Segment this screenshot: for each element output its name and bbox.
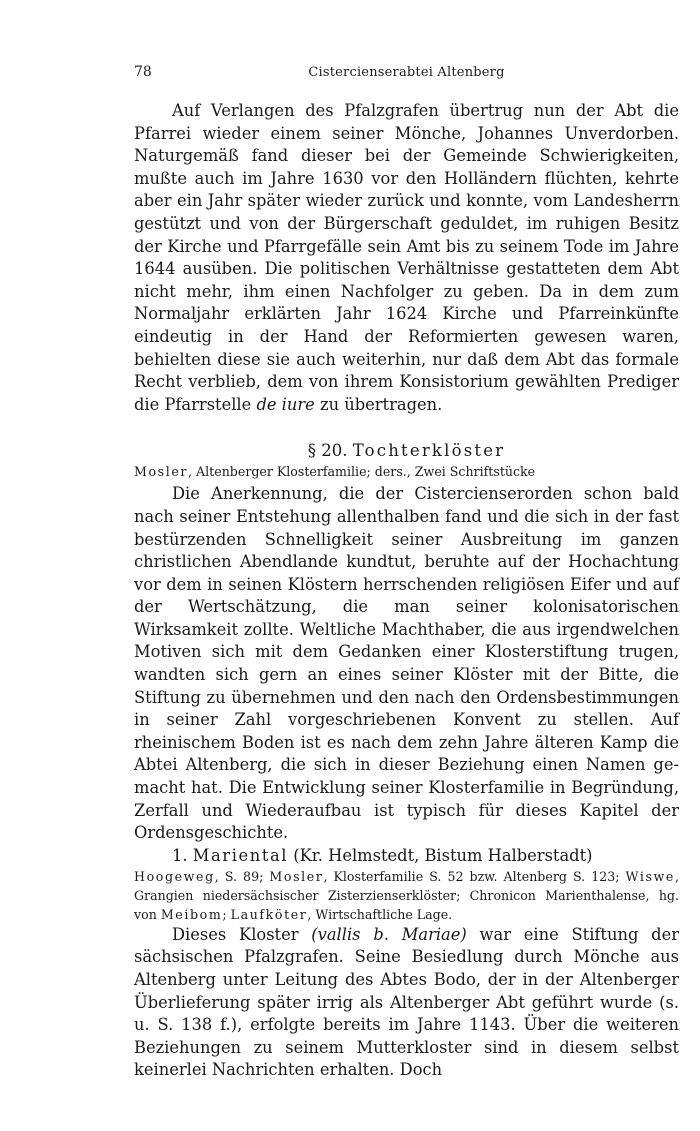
subsection-number: 1.: [172, 845, 188, 865]
page-number: 78: [134, 64, 152, 80]
paragraph-pfarrei: [134, 100, 679, 416]
paragraph-text: war eine Stiftung der sächsischen Pfalzgrafen. Seine Besiedlung durch Mönche aus Altenberg unter Leitung des Abtes Bodo, der in der Altenberger Überlieferung später irrig als Altenberger Abt geführt wurde (s. u. S. 138 f.), erfolgte bereits im Jahre 1143. Über die weiteren Beziehungen zu seinem Mutterkloster sind in diesem selbst keinerlei Nachrichten erhalten. Doch: [134, 924, 679, 1080]
literature-text: , Altenberger Klosterfamilie; ders., Zwei Schriftstücke: [188, 464, 536, 480]
subsection-heading: [134, 845, 679, 867]
paragraph-mariental: [134, 924, 679, 1082]
section-literature: [134, 462, 679, 481]
page-header: [134, 64, 679, 86]
paragraph-anerkennung: Die Anerkennung, die der Cistercienserorden schon bald nach seiner Entstehung allenthalben fand und die sich in der fast bestürzenden Schnelligkeit seiner Ausbreitung im ganzen christlichen Abendlande kundtut, beruhte auf der Hochachtung vor dem in seinen Klöstern herrschenden religiösen Eifer und auf der Wertschätzung, die man seiner kolonisatorischen Wirksamkeit zollte. Weltliche Machthaber, die aus irgendwelchen Motiven sich mit dem Gedanken einer Klosterstiftung trugen, wandten sich gern an eines seiner Klöster mit der Bitte, die Stiftung zu übernehmen und den nach den Ordensbestimmungen in seiner Zahl vorgeschriebenen Konvent zu stellen. Auf rheinischem Boden ist es nach dem zehn Jahre älteren Kamp die Abtei Altenberg, die sich in dieser Beziehung einen Namen gemacht hat. Die Entwicklung seiner Klosterfamilie in Begründung, Zerfall und Wiederaufbau ist typisch für dieses Kapitel der Ordensgeschichte.: [134, 484, 679, 843]
page-body: [134, 100, 679, 1082]
author-name: Wiswe: [625, 868, 675, 884]
running-title: Cistercienserabtei Altenberg: [308, 65, 505, 80]
italic-term: (vallis b. Mariae): [311, 924, 467, 944]
paragraph-text: Auf Verlangen des Pfalzgrafen übertrug nun der Abt die Pfarrei wieder einem seiner Mönche, Johannes Unverdorben. Naturgemäß fand dieser bei der Gemeinde Schwierigkeiten, mußte auch im Jahre 1630 vor den Holländern flüchten, kehrte aber ein Jahr später wieder zurück und konnte, vom Landesherrn gestützt und von der Bürgerschaft geduldet, im ruhigen Besitz der Kirche und Pfarrgefälle sein Amt bis zu seinem Tode im Jahre 1644 ausüben. Die politischen Verhältnisse gestatteten dem Abt nicht mehr, ihm einen Nachfolger zu geben. Da in dem zum Normaljahr erklärten Jahr 1624 Kirche und Pfarreinkünfte eindeutig in der Hand der Reformierten gewesen waren, behielten diese sie auch weiterhin, nur daß dem Abt das formale Recht verblieb, dem von ihrem Konsistorium gewählten Prediger die Pfarrstelle: [134, 101, 679, 414]
subsection-literature: [134, 867, 679, 924]
author-name: Meibom: [160, 906, 223, 922]
paragraph-text: Dieses Kloster: [172, 924, 312, 944]
author-name: Mosler: [134, 464, 189, 480]
section-title: Tochterklöster: [352, 441, 506, 461]
literature-text: ;: [222, 906, 231, 922]
section-heading: [134, 440, 679, 462]
subsection-location: (Kr. Helmstedt, Bistum Halberstadt): [288, 845, 593, 865]
author-name: Laufköter: [230, 906, 308, 922]
subsection-name: Mariental: [192, 845, 289, 865]
literature-text: , Grangien niedersächsischer Zisterzienserklöster; Chronicon Marienthalense, hg. von: [134, 868, 679, 922]
author-name: Mosler: [269, 868, 324, 884]
literature-text: , Klosterfamilie S. 52 bzw. Altenberg S. 123;: [323, 868, 626, 884]
author-name: Hoogeweg: [134, 868, 215, 884]
italic-term: de iure: [256, 394, 315, 414]
section-number: § 20.: [307, 441, 348, 461]
literature-text: , S. 89;: [214, 868, 270, 884]
paragraph-text: zu übertragen.: [314, 394, 443, 414]
literature-text: , Wirtschaftliche Lage.: [307, 906, 453, 922]
